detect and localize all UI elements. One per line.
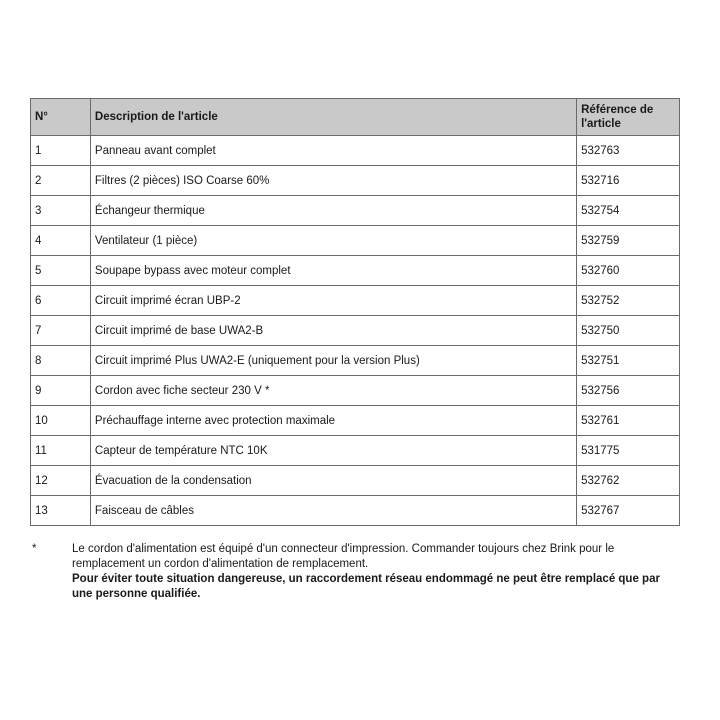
table-row xyxy=(31,196,680,226)
cell-reference: 531775 xyxy=(577,436,680,466)
table-row xyxy=(31,136,680,166)
table-body xyxy=(31,136,680,526)
table-row xyxy=(31,406,680,436)
cell-reference: 532751 xyxy=(577,346,680,376)
cell-number: 10 xyxy=(31,406,91,436)
cell-description: Faisceau de câbles xyxy=(90,496,576,526)
table-row xyxy=(31,436,680,466)
footnote-warning: Pour éviter toute situation dangereuse, un raccordement réseau endommagé ne peut être remplacé que par une personne qualifiée. xyxy=(72,573,660,600)
footnote-text: Le cordon d'alimentation est équipé d'un connecteur d'impression. Commander toujours chez Brink pour le remplacement un cordon d'alimentation de remplacement. xyxy=(72,543,615,570)
header-row xyxy=(31,99,680,136)
table-row xyxy=(31,376,680,406)
footnote xyxy=(30,542,680,602)
cell-reference: 532752 xyxy=(577,286,680,316)
cell-number: 13 xyxy=(31,496,91,526)
table-row xyxy=(31,286,680,316)
cell-description: Circuit imprimé Plus UWA2-E (uniquement pour la version Plus) xyxy=(90,346,576,376)
cell-description: Évacuation de la condensation xyxy=(90,466,576,496)
cell-reference: 532716 xyxy=(577,166,680,196)
cell-reference: 532750 xyxy=(577,316,680,346)
cell-number: 9 xyxy=(31,376,91,406)
cell-description: Circuit imprimé écran UBP-2 xyxy=(90,286,576,316)
header-description: Description de l'article xyxy=(90,99,576,136)
cell-description: Cordon avec fiche secteur 230 V * xyxy=(90,376,576,406)
cell-number: 5 xyxy=(31,256,91,286)
cell-number: 6 xyxy=(31,286,91,316)
table-row xyxy=(31,226,680,256)
cell-reference: 532756 xyxy=(577,376,680,406)
footnote-marker: * xyxy=(32,543,37,555)
cell-reference: 532763 xyxy=(577,136,680,166)
cell-number: 7 xyxy=(31,316,91,346)
cell-description: Ventilateur (1 pièce) xyxy=(90,226,576,256)
cell-reference: 532759 xyxy=(577,226,680,256)
cell-reference: 532761 xyxy=(577,406,680,436)
cell-number: 2 xyxy=(31,166,91,196)
table-row xyxy=(31,466,680,496)
cell-description: Échangeur thermique xyxy=(90,196,576,226)
table-row xyxy=(31,496,680,526)
header-reference: Référence de l'article xyxy=(577,99,680,136)
cell-description: Capteur de température NTC 10K xyxy=(90,436,576,466)
cell-number: 12 xyxy=(31,466,91,496)
cell-description: Panneau avant complet xyxy=(90,136,576,166)
cell-number: 3 xyxy=(31,196,91,226)
cell-description: Circuit imprimé de base UWA2-B xyxy=(90,316,576,346)
table-row xyxy=(31,316,680,346)
cell-number: 8 xyxy=(31,346,91,376)
cell-number: 11 xyxy=(31,436,91,466)
cell-description: Préchauffage interne avec protection maximale xyxy=(90,406,576,436)
parts-table xyxy=(30,98,680,526)
table-row xyxy=(31,166,680,196)
table-row xyxy=(31,256,680,286)
cell-number: 1 xyxy=(31,136,91,166)
cell-reference: 532762 xyxy=(577,466,680,496)
cell-number: 4 xyxy=(31,226,91,256)
cell-reference: 532760 xyxy=(577,256,680,286)
cell-reference: 532754 xyxy=(577,196,680,226)
table-header xyxy=(31,99,680,136)
cell-description: Soupape bypass avec moteur complet xyxy=(90,256,576,286)
footnote-body xyxy=(72,542,680,602)
cell-reference: 532767 xyxy=(577,496,680,526)
table-row xyxy=(31,346,680,376)
header-number: N° xyxy=(31,99,91,136)
cell-description: Filtres (2 pièces) ISO Coarse 60% xyxy=(90,166,576,196)
